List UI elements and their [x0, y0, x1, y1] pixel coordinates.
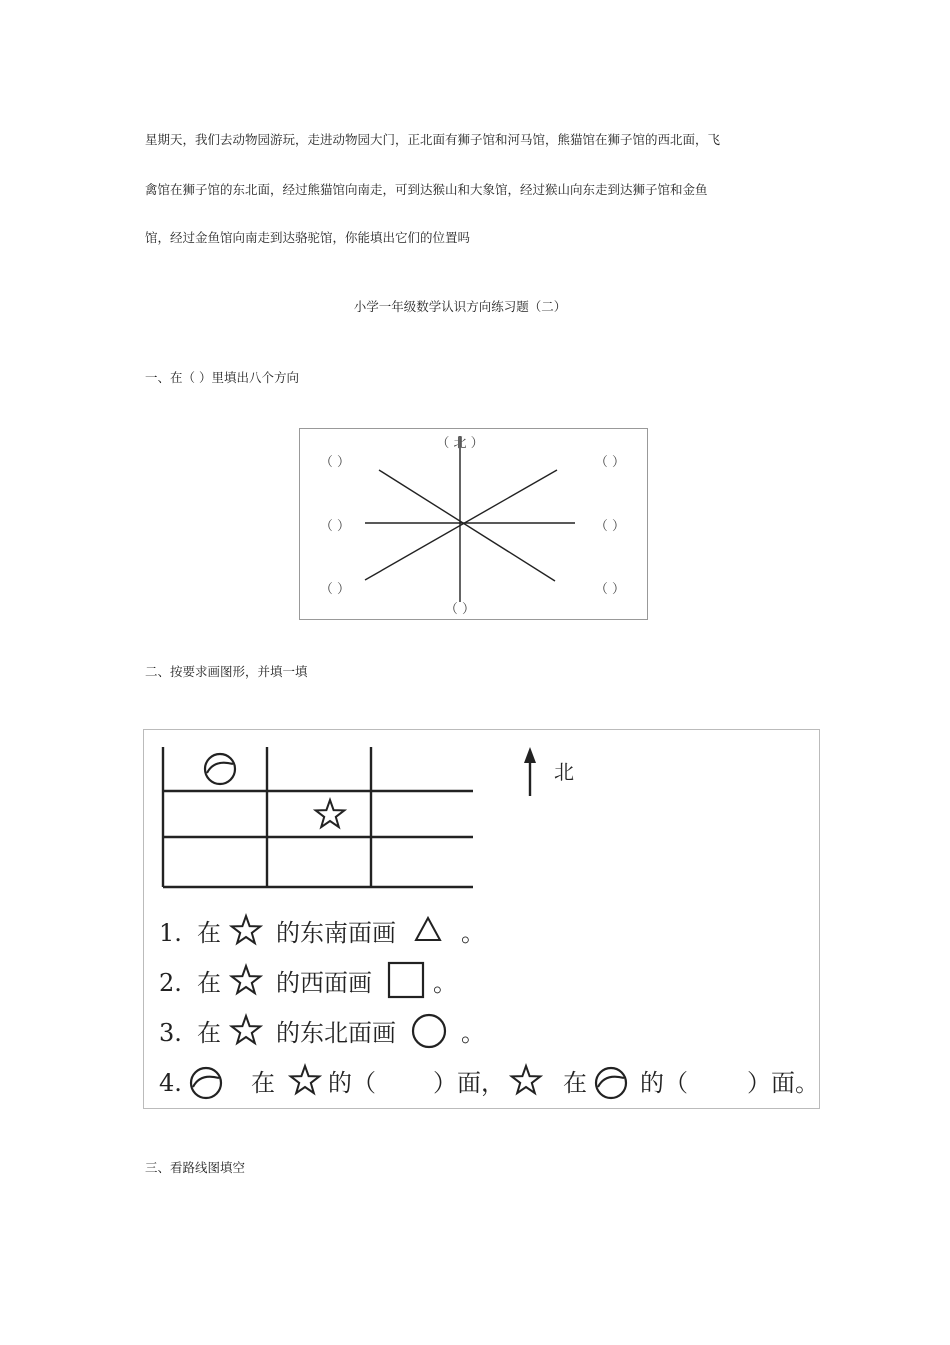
- star-icon: [316, 800, 345, 827]
- q1-number: 1.: [159, 919, 182, 947]
- circle-with-curve-icon: [205, 754, 235, 784]
- grid-exercise-figure: [143, 729, 821, 1109]
- q4-text-c: ）面，: [433, 1069, 505, 1097]
- circle-icon: [413, 1015, 445, 1047]
- q3-text-b: 的东北面画: [276, 1019, 396, 1047]
- q4-text-e: 的（: [640, 1069, 688, 1097]
- q2-number: 2.: [159, 969, 182, 997]
- section3-heading: 三、看路线图填空: [145, 1160, 246, 1175]
- north-label: （ 北 ）: [436, 436, 484, 451]
- blank-s: （ ）: [444, 602, 476, 617]
- compass-figure: [299, 428, 649, 620]
- section1-heading: 一、在（ ）里填出八个方向: [145, 370, 299, 385]
- q4-number: 4.: [159, 1069, 182, 1097]
- intro-line-2: 禽馆在狮子馆的东北面，经过熊猫馆向南走，可到达猴山和大象馆，经过猴山向东走到达狮子馆和金鱼: [145, 182, 708, 197]
- section2-heading: 二、按要求画图形，并填一填: [145, 664, 308, 679]
- star-icon: [232, 1016, 261, 1043]
- q4-text-d: 在: [563, 1069, 587, 1097]
- star-icon: [512, 1066, 541, 1093]
- q1-text-a: 在: [197, 919, 221, 947]
- q2-text-a: 在: [197, 969, 221, 997]
- star-icon: [232, 916, 261, 943]
- star-icon: [291, 1066, 320, 1093]
- page-title: 小学一年级数学认识方向练习题（二）: [353, 299, 567, 314]
- q2-end: 。: [433, 969, 457, 997]
- q4-text-a: 在: [251, 1069, 275, 1097]
- blank-e: （ ）: [594, 519, 626, 534]
- q4-text-f: ）面。: [747, 1069, 819, 1097]
- blank-sw: （ ）: [319, 582, 351, 597]
- q3-text-a: 在: [197, 1019, 221, 1047]
- blank-w: （ ）: [319, 519, 351, 534]
- blank-nw: （ ）: [319, 455, 351, 470]
- intro-line-3: 馆，经过金鱼馆向南走到达骆驼馆，你能填出它们的位置吗: [145, 230, 471, 245]
- north-arrow-icon: [524, 747, 536, 796]
- q2-text-b: 的西面画: [276, 969, 372, 997]
- circle-with-curve-icon: [191, 1068, 221, 1098]
- q1-text-b: 的东南面画: [276, 919, 396, 947]
- star-icon: [232, 966, 261, 993]
- q4-text-b: 的（: [328, 1069, 376, 1097]
- circle-with-curve-icon: [596, 1068, 626, 1098]
- intro-line-1: 星期天，我们去动物园游玩，走进动物园大门，正北面有狮子馆和河马馆，熊猫馆在狮子馆的西北面，飞: [145, 132, 721, 147]
- q1-end: 。: [461, 919, 485, 947]
- north-arrow-label: 北: [554, 760, 574, 784]
- triangle-icon: [416, 918, 440, 940]
- blank-se: （ ）: [594, 582, 626, 597]
- q3-number: 3.: [159, 1019, 182, 1047]
- q3-end: 。: [461, 1019, 485, 1047]
- blank-ne: （ ）: [594, 455, 626, 470]
- square-icon: [389, 963, 423, 997]
